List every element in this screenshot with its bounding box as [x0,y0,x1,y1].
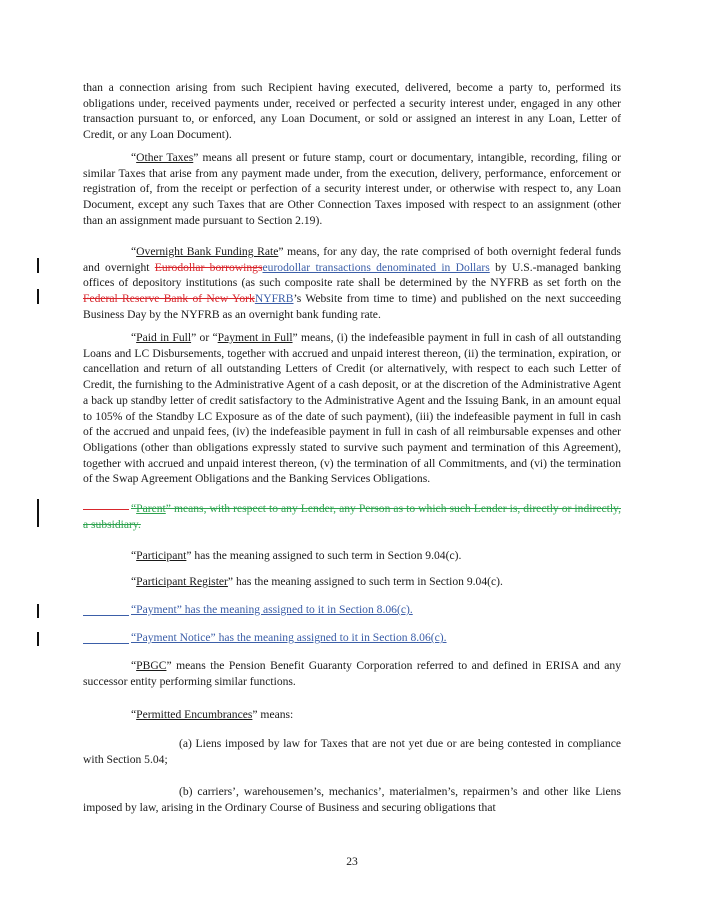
definition-payment-notice-inserted [83,630,621,646]
quote: “ [131,245,137,258]
deleted-text: Federal Reserve Bank of New York [83,292,255,306]
defined-term: Overnight Bank Funding Rate [136,245,279,258]
defined-term: Other Taxes [136,151,194,164]
definition-text: by U.S.-managed banking offices of depository institutions (as such composite rate shall be determined by the NYFRB as set forth on the [83,260,621,290]
clause-text: (b) carriers’, warehousemen’s, mechanics’, materialmen’s, repairmen’s and other like Liens imposed by law, arising in the Ordinary Course of Business and securing obligations that [83,785,621,814]
inserted-text: “Payment” has the meaning assigned to it in Section 8.06(c). [131,603,413,616]
defined-term: Participant Register [136,575,228,588]
paragraph-continuation [83,80,621,143]
page-number: 23 [346,855,358,868]
change-bar [37,499,39,527]
quote: “ [131,502,137,515]
definition-parent-deleted [83,501,621,532]
deleted-tab-marker [83,509,129,510]
quote: “ [131,659,137,672]
definition-text: ’s Website from time to time) and published on the next succeeding Business Day by the NYFRB as an overnight bank funding rate. [83,292,622,321]
quote: “ [131,151,137,164]
quote: “ [131,708,137,721]
definition-payment-inserted [83,602,621,618]
defined-term: Participant [136,549,187,562]
change-bar [37,258,39,273]
quote: “ [131,575,137,588]
deleted-text: Eurodollar borrowings [154,260,263,274]
definition-text: ” means, with respect to any Lender, any Person as to which such Lender is, directly or indirectly, a subsidiary. [83,502,621,531]
definition-paid-in-full [83,330,621,487]
inserted-text: eurodollar transactions denominated in Dollars [262,260,490,274]
defined-term: Payment in Full [217,331,293,344]
quote: “ [131,331,137,344]
quote: “ [131,549,137,562]
definition-text: ” means, for any day, the rate comprised of both overnight federal funds and overnight [83,245,621,274]
definition-overnight-bank-funding-rate [83,244,621,323]
change-bar [37,604,39,618]
definition-participant-register [83,574,621,590]
inserted-text: “Payment Notice” has the meaning assigned to it in Section 8.06(c). [131,631,447,644]
definition-text: ” means, (i) the indefeasible payment in full in cash of all outstanding Loans and LC Disbursements, together with accrued and unpaid interest thereon, (ii) the termination, expiration, or cancellation and return of all outstanding Letters of Credit (or alternatively, with respect to each such Letter of Credit, the furnishing to the Administrative Agent of a cash deposit, or at the discretion of the Administrative Agent a back up standby letter of credit satisfactory to the Administrative Agent and the Issuing Bank, in an amount equal to 105% of the Standby LC Exposure as of the date of such payment), (iii) the indefeasible payment in full in cash of the accrued and unpaid fees, (iv) the indefeasible payment in full in cash of all reimbursable expenses and other Obligations (other than obligations expressly stated to survive such payment and termination of this Agreement), together with accrued and unpaid interest thereon, (v) the termination of all Commitments, and (vi) the termination of the Swap Agreement Obligations and the Banking Services Obligations. [83,331,621,486]
definition-pbgc [83,658,621,689]
moved-deleted-text [83,502,621,531]
paragraph-text: than a connection arising from such Recipient having executed, delivered, become a party to, performed its obligations under, received payments under, received or perfected a security interest under, engaged in any other transaction pursuant to, or enforced, any Loan Document, or sold or assigned an interest in any Loan, Letter of Credit, or any Loan Document). [83,81,621,142]
inserted-text: NYFRB [254,292,294,306]
definition-text: ” has the meaning assigned to such term in Section 9.04(c). [227,575,503,588]
definition-other-taxes [83,150,621,229]
defined-term: Permitted Encumbrances [136,708,253,721]
defined-term: Paid in Full [136,331,192,344]
inserted-tab-marker [83,615,129,616]
definition-permitted-encumbrances [83,707,621,723]
defined-term: Parent [136,502,166,515]
clause-text: (a) Liens imposed by law for Taxes that are not yet due or are being contested in compliance with Section 5.04; [83,737,621,766]
defined-term: PBGC [136,659,167,672]
inserted-tab-marker [83,643,129,644]
definition-participant [83,548,621,564]
definition-text: ” means: [252,708,294,721]
definition-text: ” or “ [191,331,218,344]
clause-a [83,736,621,767]
definition-text: ” means the Pension Benefit Guaranty Corporation referred to and defined in ERISA and any successor entity performing similar functions. [83,659,621,688]
change-bar [37,632,39,646]
change-bar [37,289,39,304]
definition-text: ” has the meaning assigned to such term in Section 9.04(c). [186,549,462,562]
clause-b [83,784,621,815]
definition-text: ” means all present or future stamp, court or documentary, intangible, recording, filing or similar Taxes that arise from any payment made under, from the execution, delivery, performance, enforcement or registration of, from the receipt or perfection of a security interest under, or otherwise with respect to, any Loan Document, except any such Taxes that are Other Connection Taxes imposed with respect to an assignment (other than an assignment made pursuant to Section 2.19). [83,151,621,227]
